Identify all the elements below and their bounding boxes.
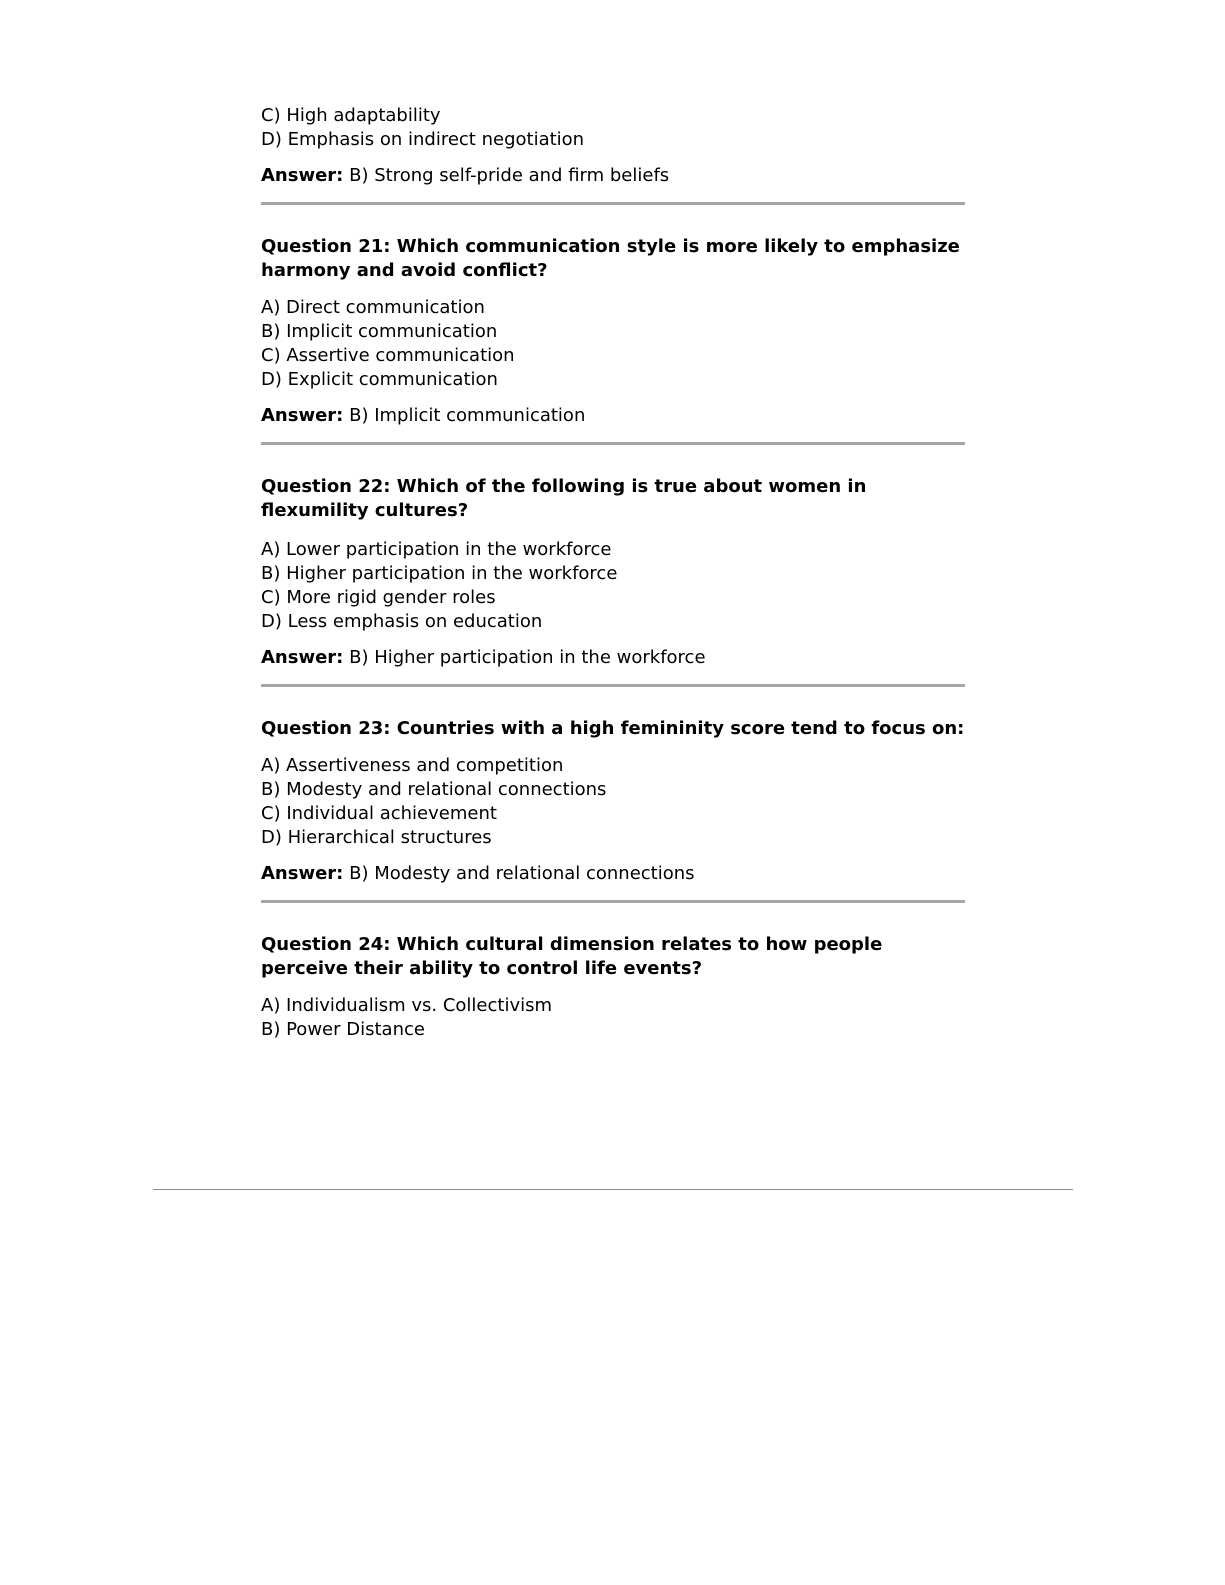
question-title: Question 21: Which communication style is more likely to emphasize harmony and avoid conflict?: [261, 236, 960, 281]
option-a: A) Assertiveness and competition: [261, 755, 564, 776]
option-d: D) Hierarchical structures: [261, 827, 492, 848]
answer-text: B) Strong self-pride and firm beliefs: [349, 165, 670, 186]
answer-label: Answer:: [261, 863, 344, 884]
question-title: Question 23: Countries with a high femininity score tend to focus on:: [261, 718, 965, 739]
option-a: A) Direct communication: [261, 297, 485, 318]
question-title: Question 24: Which cultural dimension relates to how people perceive their ability to control life events?: [261, 934, 883, 979]
answer-line: [261, 404, 965, 428]
quiz-content: [261, 104, 965, 1042]
option-d: D) Less emphasis on education: [261, 611, 543, 632]
option-c: C) High adaptability: [261, 105, 441, 126]
option-d: D) Emphasis on indirect negotiation: [261, 129, 585, 150]
section-divider: [261, 442, 965, 445]
option-b: B) Power Distance: [261, 1019, 425, 1040]
option-c: C) More rigid gender roles: [261, 587, 496, 608]
answer-line: [261, 164, 965, 188]
option-c: C) Individual achievement: [261, 803, 497, 824]
answer-label: Answer:: [261, 647, 344, 668]
option-b: B) Higher participation in the workforce: [261, 563, 618, 584]
answer-text: B) Implicit communication: [349, 405, 586, 426]
question-block-22: [261, 475, 965, 687]
answer-text: B) Modesty and relational connections: [349, 863, 695, 884]
question-title: Question 22: Which of the following is true about women in flexumility cultures?: [261, 476, 867, 521]
section-divider: [261, 202, 965, 205]
option-a: A) Lower participation in the workforce: [261, 539, 612, 560]
answer-label: Answer:: [261, 405, 344, 426]
option-d: D) Explicit communication: [261, 369, 498, 390]
page-footer-divider: [153, 1189, 1073, 1190]
prev-question-block: [261, 104, 965, 205]
section-divider: [261, 900, 965, 903]
option-a: A) Individualism vs. Collectivism: [261, 995, 553, 1016]
answer-text: B) Higher participation in the workforce: [349, 647, 706, 668]
option-b: B) Implicit communication: [261, 321, 498, 342]
question-block-23: [261, 717, 965, 903]
answer-label: Answer:: [261, 165, 344, 186]
question-block-24: [261, 933, 965, 1042]
answer-line: [261, 862, 965, 886]
answer-line: [261, 646, 965, 670]
section-divider: [261, 684, 965, 687]
option-c: C) Assertive communication: [261, 345, 515, 366]
option-b: B) Modesty and relational connections: [261, 779, 607, 800]
question-block-21: [261, 235, 965, 445]
